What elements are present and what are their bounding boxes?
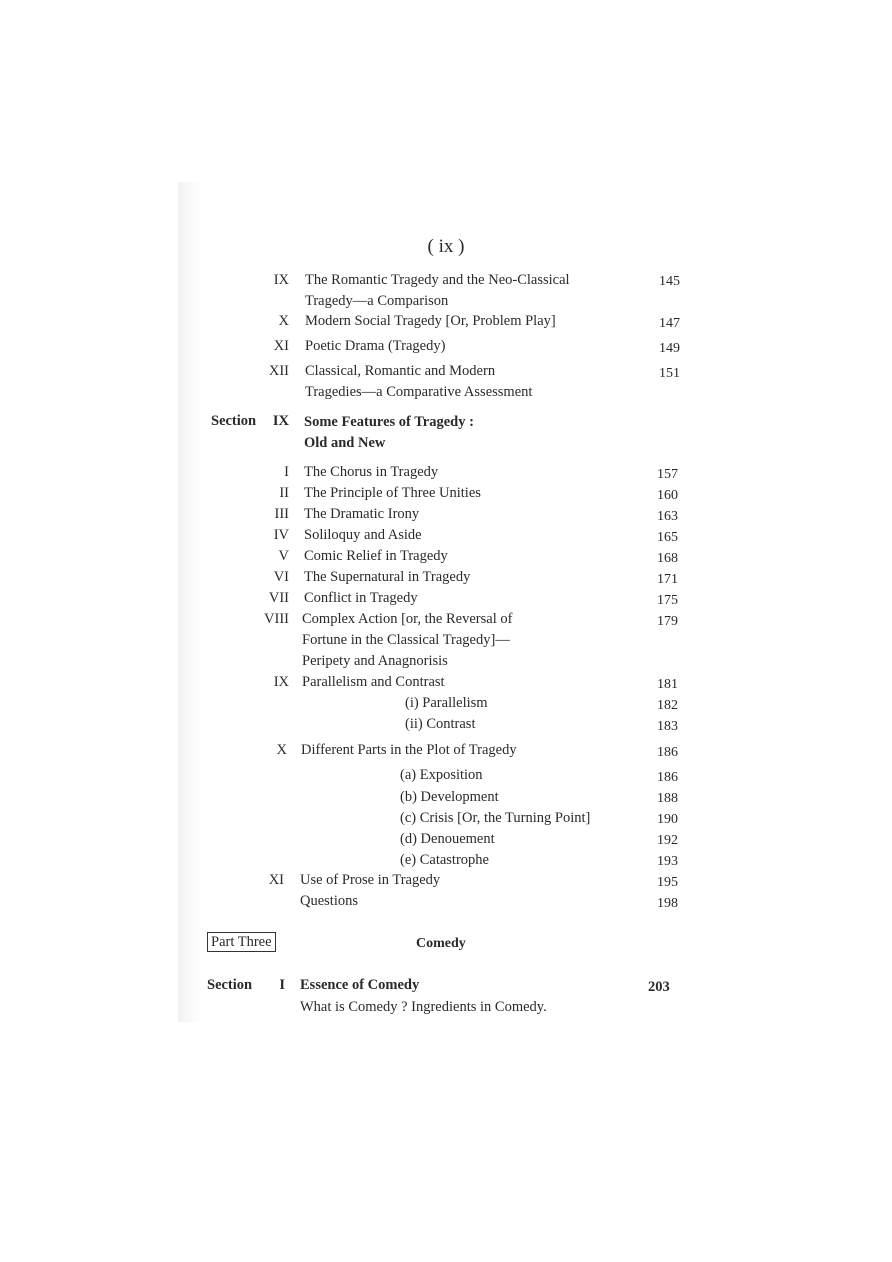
entry-title-continued: Tragedies—a Comparative Assessment: [305, 384, 533, 400]
entry-title-continued: Peripety and Anagnorisis: [302, 653, 448, 669]
sub-entry-title: (e) Catastrophe: [400, 852, 489, 868]
entry-title: Classical, Romantic and Modern: [305, 363, 496, 379]
section-subtitle: Old and New: [304, 435, 386, 451]
entry-page: 160: [657, 488, 678, 503]
entry-title: The Romantic Tragedy and the Neo-Classical: [305, 272, 570, 288]
section-label: Section: [211, 413, 257, 429]
sub-entry-page: 193: [657, 854, 678, 869]
questions-title: Questions: [300, 893, 358, 909]
entry-page: 145: [659, 274, 680, 289]
section-title: Essence of Comedy: [300, 977, 420, 993]
entry-title-continued: Tragedy—a Comparison: [305, 293, 449, 309]
entry-title: Different Parts in the Plot of Tragedy: [301, 742, 517, 758]
entry-page: 157: [657, 467, 678, 482]
entry-number: IX: [273, 272, 289, 288]
section-page: 203: [648, 979, 670, 995]
entry-page: 163: [657, 509, 678, 524]
sub-entry-title: (i) Parallelism: [405, 695, 488, 711]
entry-title-continued: Fortune in the Classical Tragedy]—: [302, 632, 510, 648]
entry-title: The Principle of Three Unities: [304, 485, 481, 501]
entry-page: 195: [657, 875, 678, 890]
entry-number: VII: [268, 590, 289, 606]
sub-entry-page: 183: [657, 719, 678, 734]
sub-entry-title: (a) Exposition: [400, 767, 483, 783]
entry-page: 151: [659, 366, 680, 381]
section-number: I: [279, 977, 285, 993]
section-number: IX: [272, 413, 289, 429]
sub-entry-page: 188: [657, 791, 678, 806]
entry-title: Modern Social Tragedy [Or, Problem Play]: [305, 313, 556, 329]
entry-number: I: [284, 464, 289, 480]
part-label-box: [207, 932, 276, 952]
section-title: Some Features of Tragedy :: [304, 414, 474, 430]
sub-entry-page: 190: [657, 812, 678, 827]
entry-page: 186: [657, 745, 678, 760]
entry-number: X: [276, 742, 287, 758]
entry-title: Soliloquy and Aside: [304, 527, 422, 543]
entry-number: II: [279, 485, 289, 501]
sub-entry-page: 186: [657, 770, 678, 785]
entry-title: The Supernatural in Tragedy: [304, 569, 471, 585]
entry-page: 171: [657, 572, 678, 587]
entry-title: Use of Prose in Tragedy: [300, 872, 441, 888]
entry-number: V: [278, 548, 289, 564]
sub-entry-title: (b) Development: [400, 789, 499, 805]
entry-number: X: [278, 313, 289, 329]
entry-page: 181: [657, 677, 678, 692]
entry-title: Comic Relief in Tragedy: [304, 548, 448, 564]
entry-title: Conflict in Tragedy: [304, 590, 418, 606]
sub-entry-page: 192: [657, 833, 678, 848]
entry-number: XI: [273, 338, 289, 354]
entry-number: III: [274, 506, 289, 522]
page-number: ( ix ): [427, 236, 465, 257]
part-label: Part Three: [211, 934, 272, 950]
entry-page: 175: [657, 593, 678, 608]
entry-page: 165: [657, 530, 678, 545]
part-title: Comedy: [416, 936, 466, 951]
entry-number: VI: [273, 569, 289, 585]
sub-entry-page: 182: [657, 698, 678, 713]
sub-entry-title: (ii) Contrast: [405, 716, 476, 732]
entry-number: IV: [273, 527, 289, 543]
questions-page: 198: [657, 896, 678, 911]
entry-number: XII: [268, 363, 289, 379]
sub-entry-title: (c) Crisis [Or, the Turning Point]: [400, 810, 591, 826]
entry-title: The Chorus in Tragedy: [304, 464, 439, 480]
entry-title: Parallelism and Contrast: [302, 674, 445, 690]
entry-title: The Dramatic Irony: [304, 506, 420, 522]
entry-page: 179: [657, 614, 678, 629]
section-label: Section: [207, 977, 253, 993]
entry-page: 147: [659, 316, 680, 331]
entry-page: 149: [659, 341, 680, 356]
entry-page: 168: [657, 551, 678, 566]
scan-shadow: [178, 182, 202, 1022]
entry-number: IX: [273, 674, 289, 690]
section-description: What is Comedy ? Ingredients in Comedy.: [300, 999, 547, 1015]
sub-entry-title: (d) Denouement: [400, 831, 495, 847]
entry-number: XI: [268, 872, 284, 888]
entry-title: Poetic Drama (Tragedy): [305, 338, 446, 354]
entry-title: Complex Action [or, the Reversal of: [302, 611, 513, 627]
entry-number: VIII: [264, 611, 289, 627]
